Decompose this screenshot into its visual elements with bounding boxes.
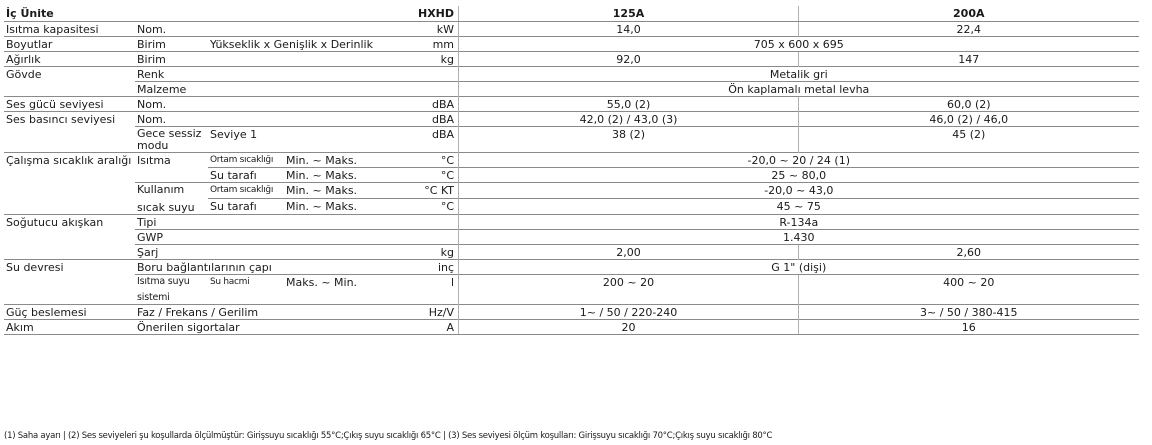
value-shared: 25 ~ 80,0 — [459, 168, 1139, 183]
value-125a: 92,0 — [459, 52, 799, 67]
row-unit: l — [416, 275, 459, 305]
row-sublabel: Malzeme — [135, 82, 416, 97]
value-125a: 200 ~ 20 — [459, 275, 799, 305]
row-sublabel: Boru bağlantılarının çapı — [135, 260, 416, 275]
row-detail: Ortam sıcaklığı — [208, 153, 284, 168]
row-label: Güç beslemesi — [4, 305, 135, 320]
row-unit: kg — [416, 245, 459, 260]
value-200a: 3~ / 50 / 380-415 — [799, 305, 1139, 320]
value-125a: 55,0 (2) — [459, 97, 799, 112]
table-row — [4, 22, 1139, 37]
row-label: Boyutlar — [4, 37, 135, 52]
table-row — [4, 97, 1139, 112]
row-unit: A — [416, 320, 459, 335]
table-row — [4, 320, 1139, 335]
row-label: Soğutucu akışkan — [4, 215, 135, 230]
value-shared: -20,0 ~ 43,0 — [459, 183, 1139, 199]
row-sublabel: Önerilen sigortalar — [135, 320, 416, 335]
value-shared: G 1" (dişi) — [459, 260, 1139, 275]
row-range: Maks. ~ Min. — [284, 275, 416, 305]
value-200a: 22,4 — [799, 22, 1139, 37]
table-row — [4, 67, 1139, 82]
table-row — [4, 168, 1139, 183]
row-unit: kW — [416, 22, 459, 37]
row-range: Min. ~ Maks. — [284, 183, 416, 199]
value-125a: 20 — [459, 320, 799, 335]
value-200a: 16 — [799, 320, 1139, 335]
table-row — [4, 245, 1139, 260]
value-125a: 14,0 — [459, 22, 799, 37]
table-row — [4, 230, 1139, 245]
row-sublabel: Isıtma — [135, 153, 208, 168]
value-200a: 2,60 — [799, 245, 1139, 260]
row-unit: °C — [416, 168, 459, 183]
table-row — [4, 305, 1139, 320]
row-unit: dBA — [416, 97, 459, 112]
row-unit: dBA — [416, 112, 459, 127]
value-125a: 2,00 — [459, 245, 799, 260]
value-shared: Metalik gri — [459, 67, 1139, 82]
row-sublabel — [135, 275, 208, 305]
row-unit: Hz/V — [416, 305, 459, 320]
table-row — [4, 153, 1139, 168]
value-200a: 46,0 (2) / 46,0 — [799, 112, 1139, 127]
value-200a: 45 (2) — [799, 127, 1139, 153]
sublabel-line-1: Gece sessiz — [137, 127, 202, 140]
sublabel-line-2: modu — [137, 139, 169, 152]
row-detail: Yükseklik x Genişlik x Derinlik — [208, 37, 416, 52]
table-row — [4, 52, 1139, 67]
header-model: HXHD — [416, 6, 459, 22]
row-range: Min. ~ Maks. — [284, 168, 416, 183]
table-row — [4, 275, 1139, 305]
row-label: Isıtma kapasitesi — [4, 22, 135, 37]
table-row — [4, 112, 1139, 127]
footnote: (1) Saha ayarı | (2) Ses seviyeleri şu koşullarda ölçülmüştür: Girişsuyu sıcaklığı 55°C;Çıkış suyu sıcaklığı 65°C | (3) Ses seviyesi ölçüm koşulları: Girişsuyu sıcaklığı 70°C;Çıkış suyu sıcaklığı 80°C — [4, 431, 773, 441]
row-label: Ses gücü seviyesi — [4, 97, 135, 112]
row-detail: Su tarafı — [208, 168, 284, 183]
table-row — [4, 215, 1139, 230]
row-unit: dBA — [416, 127, 459, 153]
value-shared: -20,0 ~ 20 / 24 (1) — [459, 153, 1139, 168]
table-row — [4, 260, 1139, 275]
header-title: İç Ünite — [4, 6, 416, 22]
table-row — [4, 37, 1139, 52]
table-row — [4, 127, 1139, 153]
value-shared: Ön kaplamalı metal levha — [459, 82, 1139, 97]
row-sublabel: Nom. — [135, 22, 416, 37]
value-shared: 45 ~ 75 — [459, 199, 1139, 215]
row-sublabel: Nom. — [135, 112, 416, 127]
sublabel-line-1: Kullanım — [137, 183, 185, 196]
row-unit: inç — [416, 260, 459, 275]
value-shared: 705 x 600 x 695 — [459, 37, 1139, 52]
value-125a: 38 (2) — [459, 127, 799, 153]
row-label: Akım — [4, 320, 135, 335]
row-sublabel: Faz / Frekans / Gerilim — [135, 305, 416, 320]
row-detail: Seviye 1 — [208, 127, 416, 153]
row-label: Su devresi — [4, 260, 135, 275]
row-sublabel: Birim — [135, 37, 208, 52]
row-detail: Ortam sıcaklığı — [208, 183, 284, 199]
sublabel-line-1: Isıtma suyu — [137, 276, 190, 287]
row-label: Gövde — [4, 67, 135, 82]
row-unit: °C KT — [416, 183, 459, 199]
value-shared: R-134a — [459, 215, 1139, 230]
row-label: Ağırlık — [4, 52, 135, 67]
header-col-125a: 125A — [459, 6, 799, 22]
row-unit: mm — [416, 37, 459, 52]
row-detail: Su tarafı — [208, 199, 284, 215]
value-125a: 1~ / 50 / 220-240 — [459, 305, 799, 320]
value-shared: 1.430 — [459, 230, 1139, 245]
row-range: Min. ~ Maks. — [284, 199, 416, 215]
header-col-200a: 200A — [799, 6, 1139, 22]
value-200a: 60,0 (2) — [799, 97, 1139, 112]
table-header-row — [4, 6, 1139, 22]
sublabel-line-2: sistemi — [137, 292, 170, 303]
row-sublabel: Nom. — [135, 97, 416, 112]
row-unit: °C — [416, 153, 459, 168]
row-label: Çalışma sıcaklık aralığı — [4, 153, 135, 168]
row-sublabel: Şarj — [135, 245, 416, 260]
row-unit: °C — [416, 199, 459, 215]
row-sublabel — [135, 127, 208, 153]
value-125a: 42,0 (2) / 43,0 (3) — [459, 112, 799, 127]
value-200a: 400 ~ 20 — [799, 275, 1139, 305]
table-row — [4, 82, 1139, 97]
value-200a: 147 — [799, 52, 1139, 67]
row-sublabel: Tipi — [135, 215, 416, 230]
row-range: Min. ~ Maks. — [284, 153, 416, 168]
row-sublabel: GWP — [135, 230, 416, 245]
sublabel-line-2: sıcak suyu — [137, 201, 195, 214]
table-row — [4, 183, 1139, 199]
row-label: Ses basıncı seviyesi — [4, 112, 135, 127]
spec-table — [4, 6, 1139, 335]
row-detail: Su hacmi — [208, 275, 284, 305]
row-sublabel: Birim — [135, 52, 416, 67]
row-sublabel — [135, 183, 208, 215]
row-sublabel: Renk — [135, 67, 416, 82]
row-unit: kg — [416, 52, 459, 67]
